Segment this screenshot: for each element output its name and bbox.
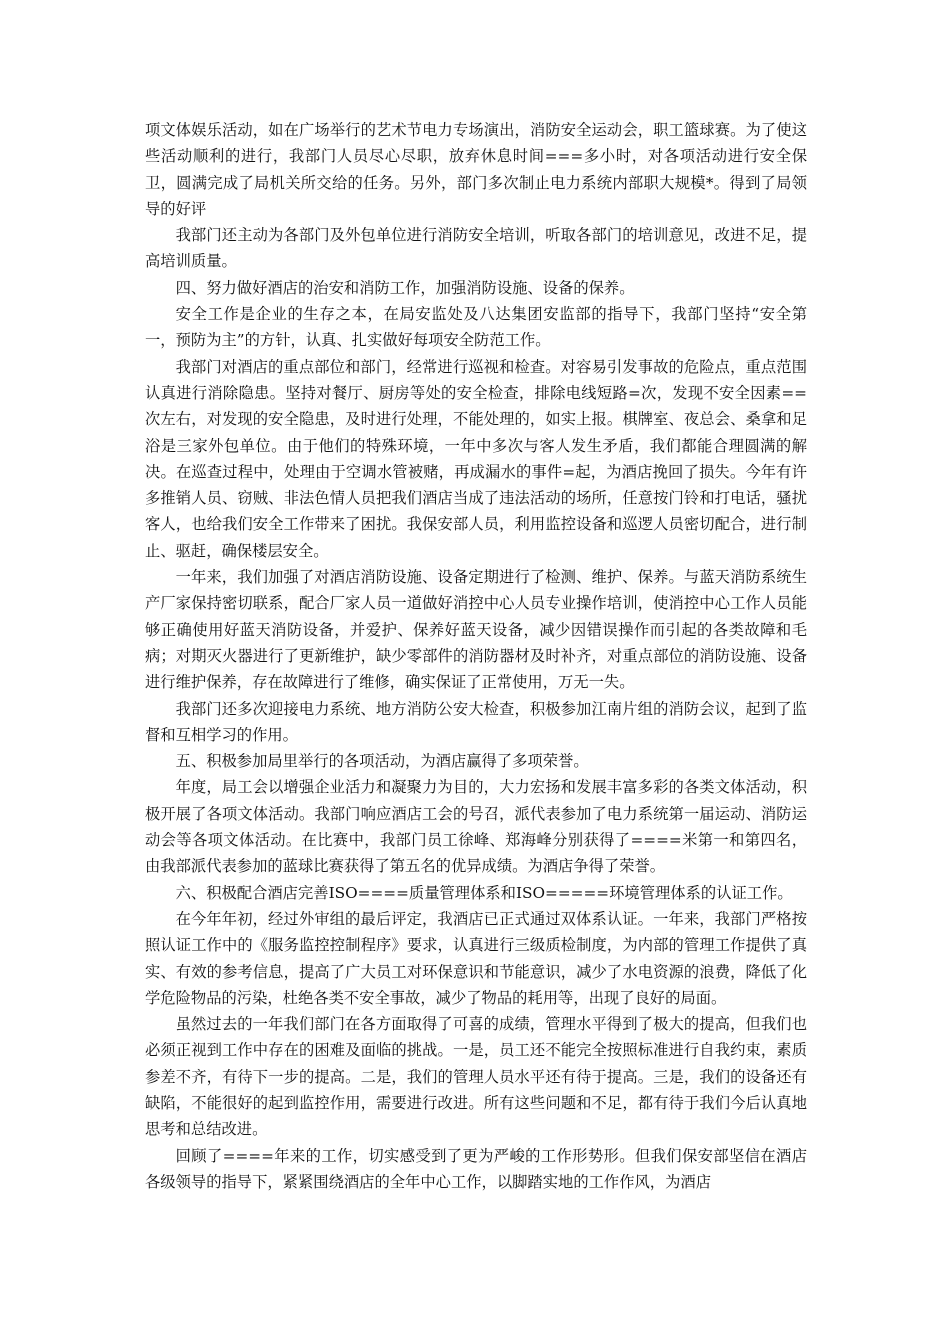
paragraph: 一年来，我们加强了对酒店消防设施、设备定期进行了检测、维护、保养。与蓝天消防系统生产厂家保持密切联系，配合厂家人员一道做好消控中心人员专业操作培训，使消控中心工作人员能够正确使用好蓝天消防设备，并爱护、保养好蓝天设备，减少因错误操作而引起的各类故障和毛病；对期灭火器进行了更新维护，缺少零部件的消防器材及时补齐，对重点部位的消防设施、设备进行维护保养，存在故障进行了维修，确实保证了正常使用，万无一失。 [145,568,807,692]
section-heading: 六、积极配合酒店完善ISO====质量管理体系和ISO=====环境管理体系的认证工作。 [175,883,793,902]
section-heading: 四、努力做好酒店的治安和消防工作，加强消防设施、设备的保养。 [175,278,635,297]
paragraph: 我部门还主动为各部门及外包单位进行消防安全培训，听取各部门的培训意见，改进不足，提高培训质量。 [145,226,807,271]
section-heading: 五、积极参加局里举行的各项活动，为酒店赢得了多项荣誉。 [175,752,589,771]
paragraph: 虽然过去的一年我们部门在各方面取得了可喜的成绩，管理水平得到了极大的提高，但我们也必须正视到工作中存在的困难及面临的挑战。一是，员工还不能完全按照标准进行自我约束，素质参差不齐，有待下一步的提高。二是，我们的管理人员水平还有待于提高。三是，我们的设备还有缺陷，不能很好的起到监控作用，需要进行改进。所有这些问题和不足，都有待于我们今后认真地思考和总结改进。 [145,1015,807,1139]
document-page [145,117,807,1195]
paragraph: 在今年年初，经过外审组的最后评定，我酒店已正式通过双体系认证。一年来，我部门严格按照认证工作中的《服务监控控制程序》要求，认真进行三级质检制度，为内部的管理工作提供了真实、有效的参考信息，提高了广大员工对环保意识和节能意识，减少了水电资源的浪费，降低了化学危险物品的污染，杜绝各类不安全事故，减少了物品的耗用等，出现了良好的局面。 [145,909,807,1007]
paragraph: 我部门对酒店的重点部位和部门，经常进行巡视和检查。对容易引发事故的危险点，重点范围认真进行消除隐患。坚持对餐厅、厨房等处的安全检查，排除电线短路=次，发现不安全因素==次左右，对发现的安全隐患，及时进行处理，不能处理的，如实上报。棋牌室、夜总会、桑拿和足浴是三家外包单位。由于他们的特殊环境，一年中多次与客人发生矛盾，我们都能合理圆满的解决。在巡查过程中，处理由于空调水管被赌，再成漏水的事件=起，为酒店挽回了损失。今年有许多推销人员、窃贼、非法色情人员把我们酒店当成了违法活动的场所，任意按门铃和打电话，骚扰客人，也给我们安全工作带来了困扰。我保安部人员，利用监控设备和巡逻人员密切配合，进行制止、驱赶，确保楼层安全。 [145,357,807,560]
paragraph: 项文体娱乐活动，如在广场举行的艺术节电力专场演出，消防安全运动会，职工篮球赛。为了使这些活动顺利的进行，我部门人员尽心尽职，放弃休息时间===多小时，对各项活动进行安全保卫，圆满完成了局机关所交给的任务。另外，部门多次制止电力系统内部职大规模*。得到了局领导的好评 [145,121,807,218]
paragraph: 我部门还多次迎接电力系统、地方消防公安大检查，积极参加江南片组的消防会议，起到了监督和互相学习的作用。 [145,699,807,744]
paragraph: 回顾了====年来的工作，切实感受到了更为严峻的工作形势形。但我们保安部坚信在酒店各级领导的指导下，紧紧围绕酒店的全年中心工作，以脚踏实地的工作作风，为酒店 [145,1146,807,1191]
paragraph: 年度，局工会以增强企业活力和凝聚力为目的，大力宏扬和发展丰富多彩的各类文体活动，积极开展了各项文体活动。我部门响应酒店工会的号召，派代表参加了电力系统第一届运动、消防运动会等各项文体活动。在比赛中，我部门员工徐峰、郑海峰分别获得了====米第一和第四名，由我部派代表参加的蓝球比赛获得了第五名的优异成绩。为酒店争得了荣誉。 [145,778,807,876]
paragraph: 安全工作是企业的生存之本，在局安监处及八达集团安监部的指导下，我部门坚持“安全第一，预防为主”的方针，认真、扎实做好每项安全防范工作。 [145,305,807,350]
